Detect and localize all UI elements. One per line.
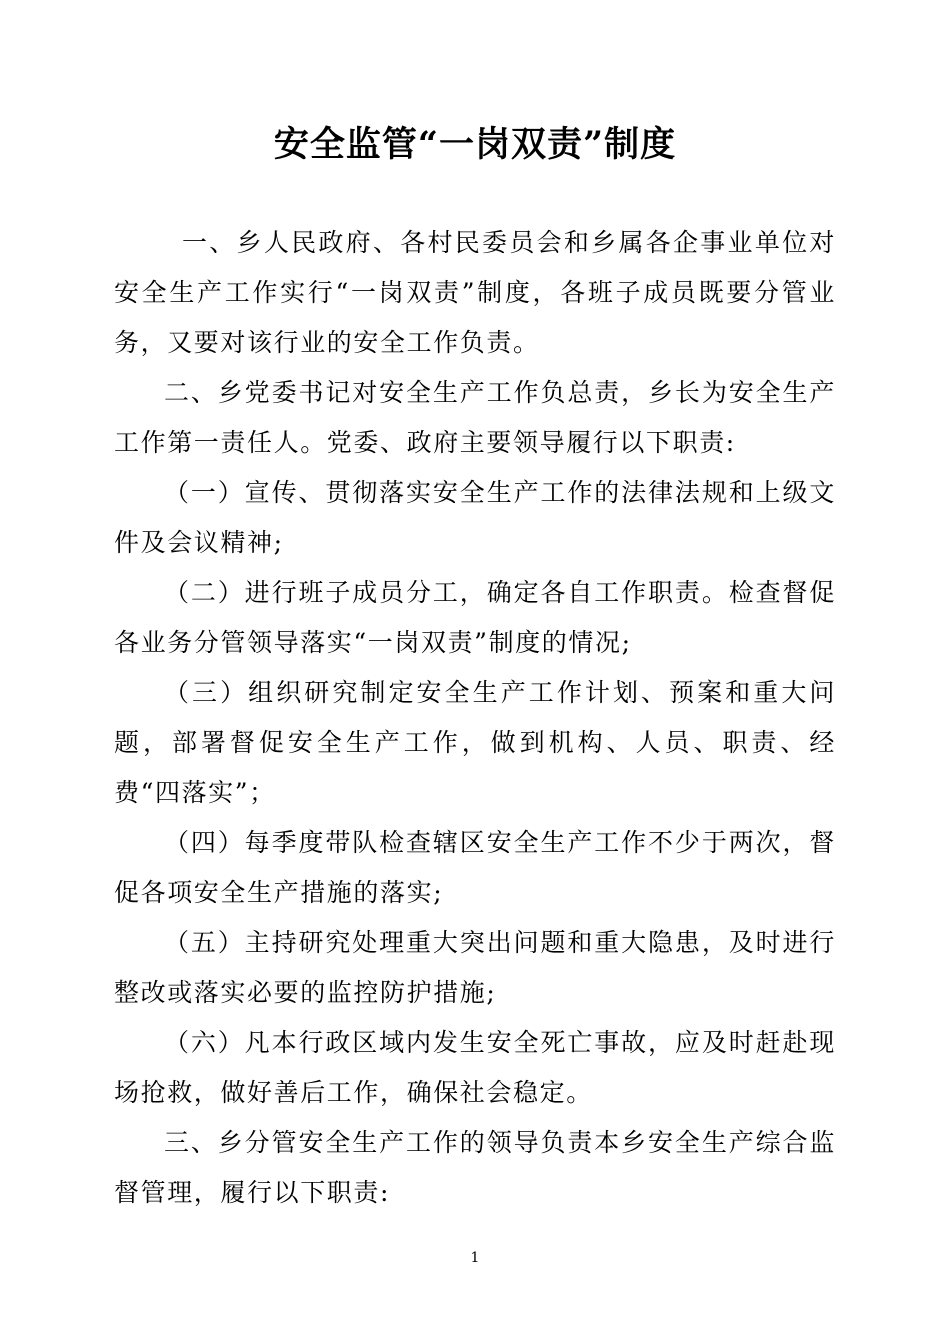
paragraph-item-3: （三）组织研究制定安全生产工作计划、预案和重大问题，部署督促安全生产工作，做到机构、人员、职责、经费“四落实”； (114, 678, 836, 807)
paragraph-item-2: （二）进行班子成员分工，确定各自工作职责。检查督促各业务分管领导落实“一岗双责”制度的情况; (114, 578, 836, 657)
paragraph-section-3: 三、乡分管安全生产工作的领导负责本乡安全生产综合监督管理，履行以下职责: (114, 1128, 836, 1207)
paragraph-section-1: 一、乡人民政府、各村民委员会和乡属各企事业单位对安全生产工作实行“一岗双责”制度，各班子成员既要分管业务，又要对该行业的安全工作负责。 (114, 228, 836, 357)
paragraph-item-4: （四）每季度带队检查辖区安全生产工作不少于两次，督促各项安全生产措施的落实; (114, 828, 836, 907)
paragraph-item-6: （六）凡本行政区域内发生安全死亡事故，应及时赶赴现场抢救，做好善后工作，确保社会稳定。 (114, 1028, 836, 1107)
page-number: 1 (470, 1250, 480, 1266)
paragraph-section-2: 二、乡党委书记对安全生产工作负总责，乡长为安全生产工作第一责任人。党委、政府主要领导履行以下职责: (114, 378, 836, 457)
document-body (114, 218, 836, 1218)
paragraph-item-5: （五）主持研究处理重大突出问题和重大隐患，及时进行整改或落实必要的监控防护措施; (114, 928, 836, 1007)
paragraph-item-1: （一）宣传、贯彻落实安全生产工作的法律法规和上级文件及会议精神; (114, 478, 836, 557)
document-title: 安全监管“一岗双责”制度 (273, 124, 677, 165)
